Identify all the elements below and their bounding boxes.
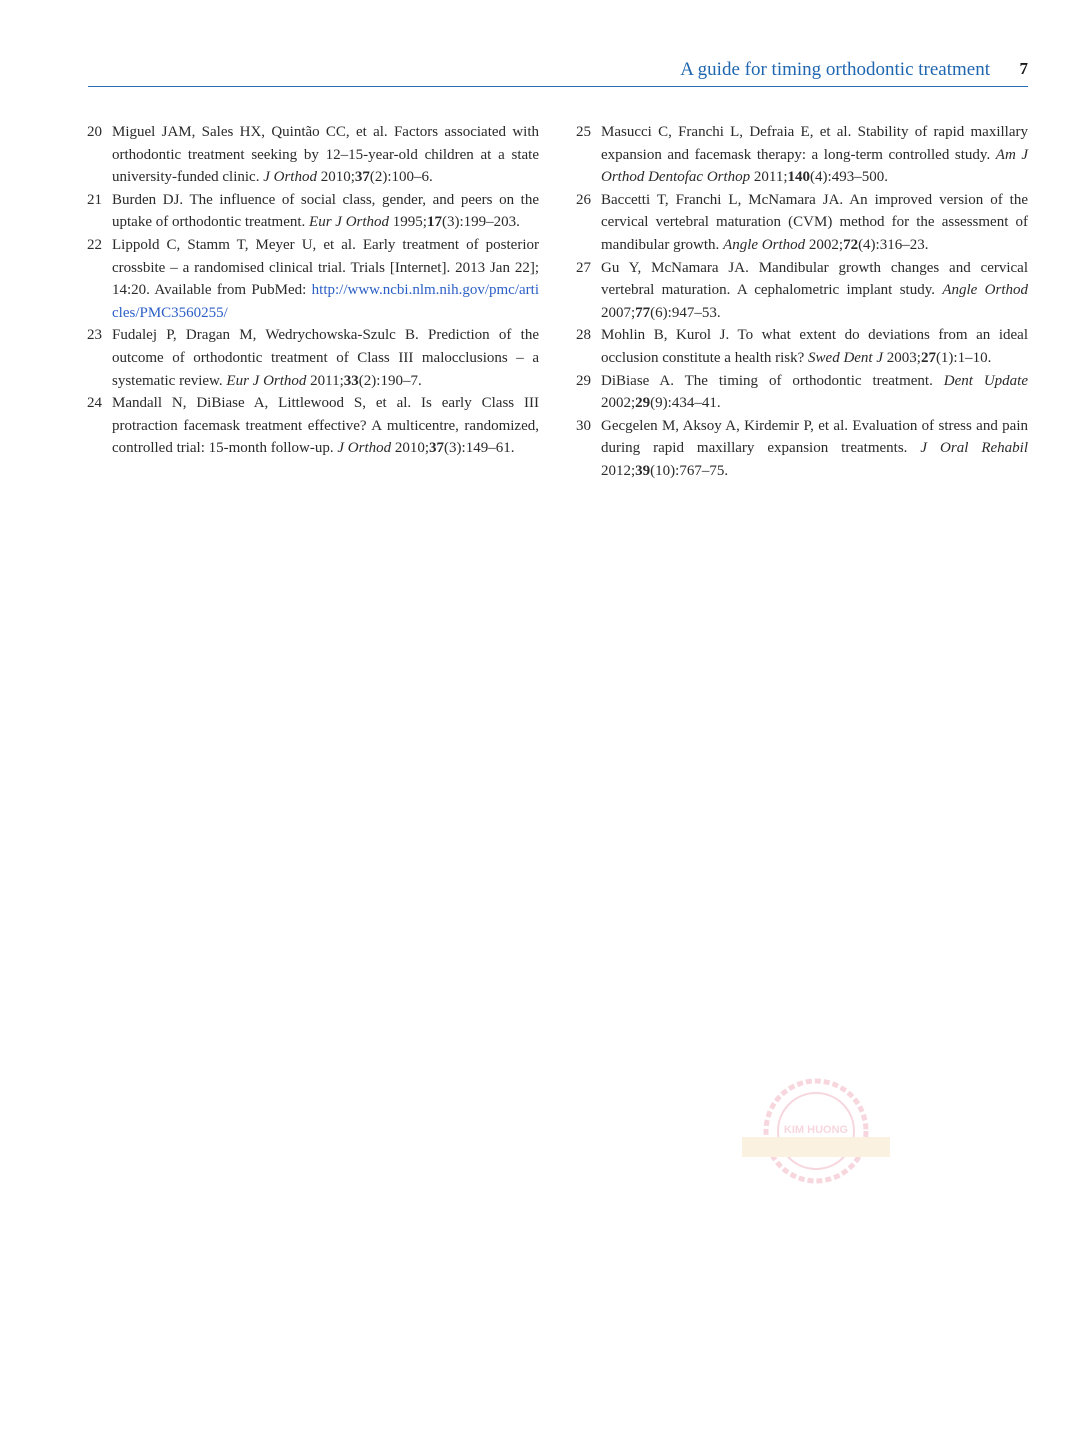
citation-text: 2011; bbox=[750, 169, 788, 186]
references-column-left bbox=[87, 121, 539, 460]
citation-text: (1):1–10. bbox=[935, 349, 992, 366]
reference-text bbox=[112, 121, 539, 189]
reference-text bbox=[601, 415, 1028, 483]
citation-text: 2010; bbox=[391, 440, 430, 457]
stamp-text: KIM HUONG bbox=[783, 1124, 849, 1136]
citation-text: 2002; bbox=[805, 236, 844, 253]
volume-number: 77 bbox=[635, 304, 651, 321]
watermark-stamp bbox=[742, 1075, 890, 1187]
citation-text: DiBiase A. The timing of orthodontic treatment. bbox=[601, 372, 944, 389]
journal-name: J Orthod bbox=[337, 440, 392, 457]
reference-item bbox=[576, 324, 1028, 369]
reference-number: 20 bbox=[87, 124, 102, 140]
citation-text: 2002; bbox=[601, 395, 636, 412]
reference-text bbox=[601, 189, 1028, 257]
citation-text: Gecgelen M, Aksoy A, Kirdemir P, et al. Evaluation of stress and pain during rapid maxillary expansion treatments. bbox=[601, 417, 1028, 457]
journal-name: J Oral Rehabil bbox=[920, 440, 1028, 457]
citation-text: 2007; bbox=[601, 304, 636, 321]
page-number: 7 bbox=[1019, 59, 1028, 78]
volume-number: 33 bbox=[343, 372, 359, 389]
citation-text: (3):199–203. bbox=[441, 214, 520, 231]
reference-number: 29 bbox=[576, 372, 591, 389]
reference-text bbox=[112, 324, 539, 392]
journal-name: Swed Dent J bbox=[808, 349, 884, 366]
journal-name: Am J Orthod Dentofac Orthop bbox=[601, 146, 1029, 186]
citation-text: 2011; bbox=[306, 372, 344, 389]
reference-number: 22 bbox=[87, 236, 102, 253]
reference-item bbox=[576, 257, 1028, 325]
journal-name: Angle Orthod bbox=[942, 282, 1028, 299]
running-header bbox=[88, 56, 1028, 87]
citation-text: Masucci C, Franchi L, Defraia E, et al. Stability of rapid maxillary expansion and facemask therapy: a long-term controlled study. bbox=[601, 124, 1028, 163]
references-column-right bbox=[576, 121, 1028, 483]
reference-item bbox=[576, 370, 1028, 415]
citation-text: (4):493–500. bbox=[810, 169, 888, 186]
running-title: A guide for timing orthodontic treatment bbox=[680, 59, 990, 80]
volume-number: 39 bbox=[635, 462, 651, 479]
journal-name: Eur J Orthod bbox=[226, 372, 307, 389]
reference-item bbox=[87, 234, 539, 324]
reference-number: 28 bbox=[576, 327, 591, 344]
citation-text: (6):947–53. bbox=[650, 304, 721, 321]
citation-text: Lippold C, Stamm T, Meyer U, et al. Early treatment of posterior crossbite – a randomised clinical trial. Trials [Internet]. 2013 Jan 22]; 14:20. Available from PubMed: bbox=[112, 236, 539, 299]
citation-text: (2):100–6. bbox=[369, 169, 433, 186]
citation-text: (10):767–75. bbox=[650, 462, 729, 479]
volume-number: 37 bbox=[354, 169, 370, 186]
reference-item bbox=[87, 324, 539, 392]
volume-number: 37 bbox=[429, 440, 445, 457]
citation-text: 2010; bbox=[316, 169, 355, 186]
citation-text: Fudalej P, Dragan M, Wedrychowska-Szulc B. Prediction of the outcome of orthodontic treatment of Class III malocclusions – a systematic review. bbox=[112, 327, 539, 389]
reference-text bbox=[601, 370, 1028, 415]
journal-name: Angle Orthod bbox=[723, 236, 806, 253]
reference-number: 25 bbox=[576, 124, 591, 140]
journal-name: Eur J Orthod bbox=[309, 214, 390, 231]
reference-text bbox=[112, 234, 539, 324]
reference-number: 30 bbox=[576, 417, 591, 434]
reference-text bbox=[112, 392, 539, 460]
journal-name: Dent Update bbox=[943, 372, 1028, 389]
reference-number: 26 bbox=[576, 191, 591, 208]
citation-text: 2012; bbox=[601, 462, 636, 479]
citation-text: Miguel JAM, Sales HX, Quintão CC, et al. Factors associated with orthodontic treatment seeking by 12–15-year-old children at a state university-funded clinic. bbox=[112, 124, 539, 186]
reference-item bbox=[576, 189, 1028, 257]
pubmed-link[interactable]: http://www.ncbi.nlm.nih.gov/pmc/articles/PMC3560255/ bbox=[112, 282, 539, 321]
reference-number: 27 bbox=[576, 259, 591, 276]
reference-text bbox=[601, 121, 1028, 189]
citation-text: Baccetti T, Franchi L, McNamara JA. An improved version of the cervical vertebral maturation (CVM) method for the assessment of mandibular growth. bbox=[601, 191, 1028, 253]
volume-number: 72 bbox=[843, 236, 859, 253]
citation-text: 2003; bbox=[883, 349, 921, 366]
reference-number: 23 bbox=[87, 327, 102, 344]
volume-number: 17 bbox=[426, 214, 442, 231]
reference-number: 21 bbox=[87, 191, 102, 208]
citation-text: Mandall N, DiBiase A, Littlewood S, et al. Is early Class III protraction facemask treatment effective? A multicentre, randomized, controlled trial: 15-month follow-up. bbox=[112, 395, 539, 457]
reference-item bbox=[576, 121, 1028, 189]
volume-number: 140 bbox=[787, 169, 811, 186]
reference-item bbox=[87, 121, 539, 189]
reference-item bbox=[87, 392, 539, 460]
citation-text: Gu Y, McNamara JA. Mandibular growth changes and cervical vertebral maturation. A cephalometric implant study. bbox=[601, 259, 1028, 299]
reference-text bbox=[601, 324, 1028, 369]
reference-item bbox=[87, 189, 539, 234]
reference-number: 24 bbox=[87, 395, 102, 412]
reference-text bbox=[601, 257, 1028, 325]
reference-text bbox=[112, 189, 539, 234]
citation-text: Burden DJ. The influence of social class, gender, and peers on the uptake of orthodontic treatment. bbox=[112, 191, 539, 231]
citation-text: (4):316–23. bbox=[858, 236, 929, 253]
reference-item bbox=[576, 415, 1028, 483]
volume-number: 29 bbox=[635, 395, 651, 412]
citation-text: (2):190–7. bbox=[358, 372, 422, 389]
journal-name: J Orthod bbox=[263, 169, 317, 186]
citation-text: Mohlin B, Kurol J. To what extent do deviations from an ideal occlusion constitute a health risk? bbox=[601, 327, 1028, 366]
citation-text: 1995; bbox=[389, 214, 427, 231]
citation-text: (3):149–61. bbox=[444, 440, 515, 457]
volume-number: 27 bbox=[920, 349, 936, 366]
citation-text: (9):434–41. bbox=[650, 395, 721, 412]
